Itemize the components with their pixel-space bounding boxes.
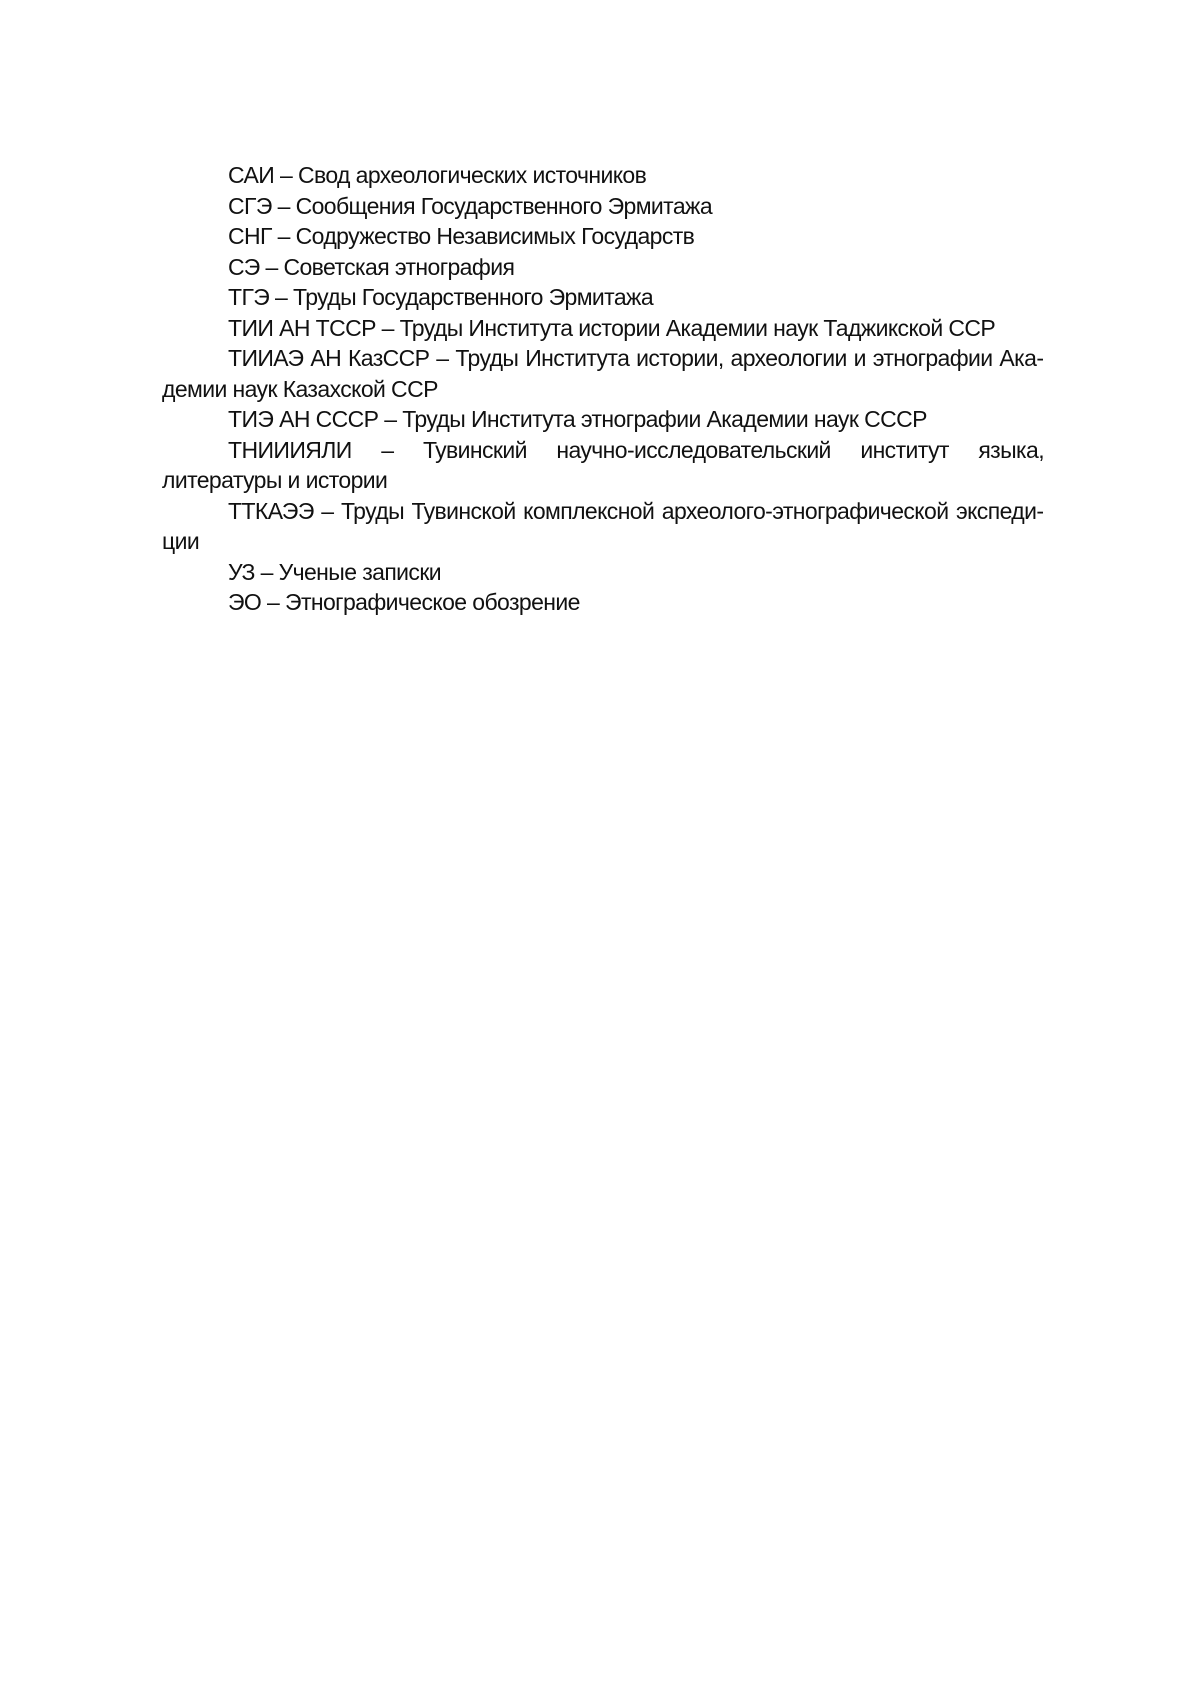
abbreviation-definition: Содружество Независимых Государств xyxy=(295,223,695,249)
abbreviation-term: САИ xyxy=(228,162,275,188)
abbreviation-entry xyxy=(162,191,1044,222)
abbreviation-definition: Свод археологических источников xyxy=(297,162,647,188)
abbreviation-entry xyxy=(162,404,1044,435)
abbreviation-separator: – xyxy=(378,406,403,432)
abbreviation-separator: – xyxy=(351,436,423,463)
abbreviation-entry xyxy=(162,282,1044,313)
abbreviation-definition: Труды Института этнографии Академии наук СССР xyxy=(402,406,927,432)
abbreviation-separator: – xyxy=(274,162,298,188)
abbreviation-definition: Советская этнография xyxy=(283,253,515,280)
abbreviation-separator: – xyxy=(375,314,400,341)
abbreviation-term: ТИИАЭ АН КазССР xyxy=(228,345,430,371)
abbreviation-entry xyxy=(162,252,1044,283)
abbreviation-entry xyxy=(162,435,1044,496)
abbreviation-separator: – xyxy=(261,589,286,615)
abbreviation-definition: Этнографическое обозрение xyxy=(285,589,580,615)
abbreviation-term: ЭО xyxy=(228,589,262,615)
abbreviation-separator: – xyxy=(259,253,284,280)
abbreviation-entry xyxy=(162,313,1044,344)
abbreviation-definition: Труды Института истории, археологии и этнографии Академии наук Казахской ССР xyxy=(162,345,1045,402)
abbreviation-list xyxy=(162,160,1044,618)
abbreviation-definition: Сообщения Государственного Эрмитажа xyxy=(295,192,713,219)
abbreviation-definition: Тувинский научно-исследовательский институт языка, литературы и истории xyxy=(162,436,1044,493)
abbreviation-term: СНГ xyxy=(228,223,272,249)
abbreviation-separator: – xyxy=(269,284,294,310)
abbreviation-separator: – xyxy=(254,558,279,585)
abbreviation-entry xyxy=(162,160,1044,191)
abbreviation-separator: – xyxy=(429,345,456,371)
abbreviation-separator: – xyxy=(271,223,296,249)
abbreviation-entry xyxy=(162,343,1044,404)
abbreviation-entry xyxy=(162,587,1044,618)
abbreviation-separator: – xyxy=(271,192,296,219)
abbreviation-term: СЭ xyxy=(228,253,260,280)
abbreviation-entry xyxy=(162,221,1044,252)
abbreviation-definition: Труды Государственного Эрмитажа xyxy=(293,284,654,310)
abbreviation-term: ТГЭ xyxy=(228,284,270,310)
abbreviation-term: ТНИИИЯЛИ xyxy=(228,436,352,463)
abbreviation-term: УЗ xyxy=(228,558,255,585)
abbreviation-definition: Ученые записки xyxy=(278,558,442,585)
abbreviation-term: ТТКАЭЭ xyxy=(228,497,314,524)
abbreviation-term: СГЭ xyxy=(228,192,272,219)
abbreviation-term: ТИИ АН ТССР xyxy=(228,314,376,341)
abbreviation-separator: – xyxy=(313,497,342,524)
abbreviation-definition: Труды Тувинской комплексной археолого-этнографической экспедиции xyxy=(162,497,1044,554)
abbreviation-definition: Труды Института истории Академии наук Таджикской ССР xyxy=(399,314,996,341)
abbreviation-entry xyxy=(162,496,1044,557)
abbreviation-entry xyxy=(162,557,1044,588)
abbreviation-term: ТИЭ АН СССР xyxy=(228,406,379,432)
